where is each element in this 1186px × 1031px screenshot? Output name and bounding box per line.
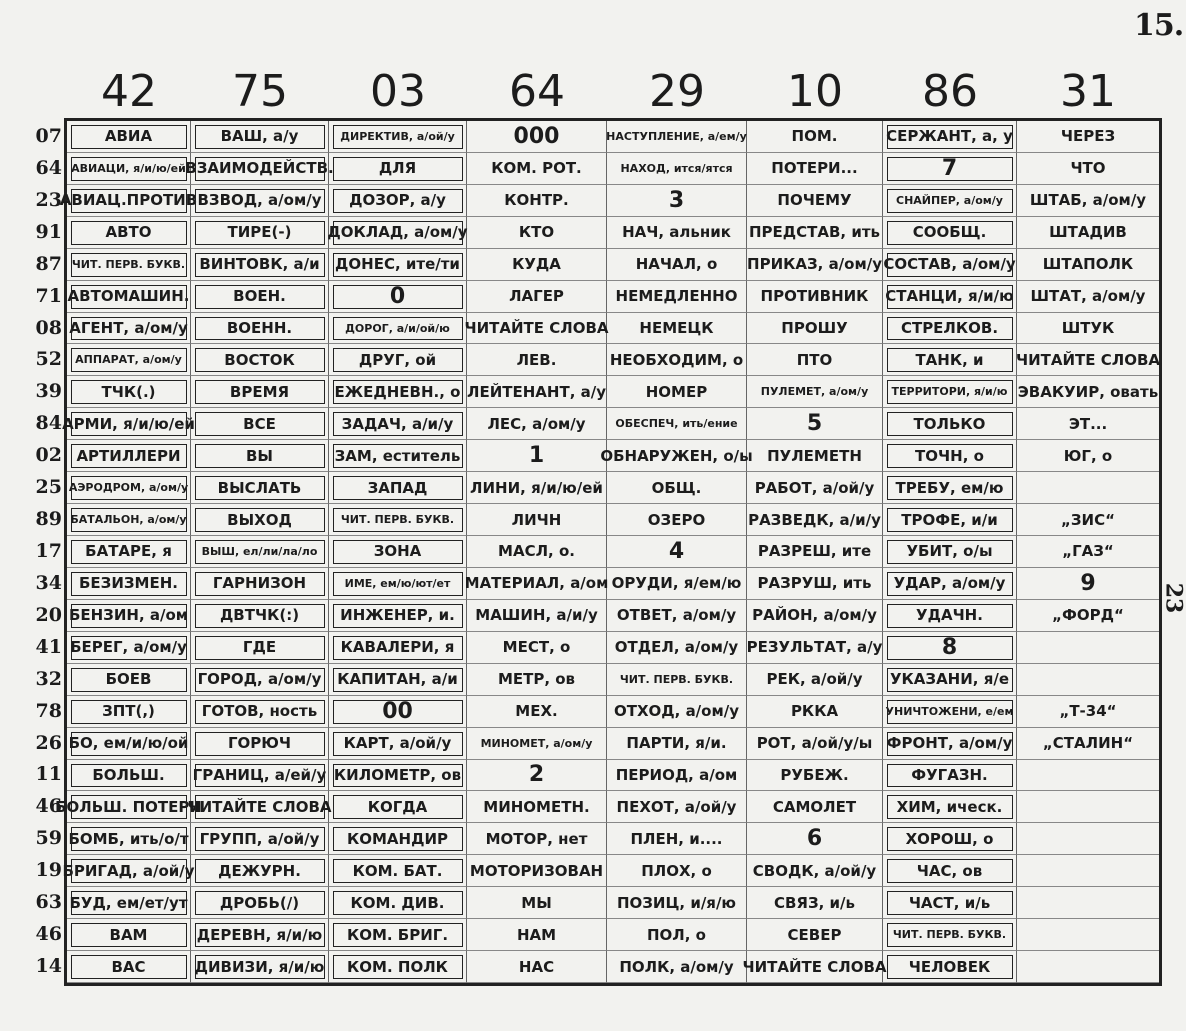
column-header: 29 [649,66,705,117]
table-cell: АВТО [67,217,191,249]
row-number: 46 [35,923,62,946]
table-cell [1017,472,1159,504]
row-number: 39 [35,380,62,403]
row-number: 89 [35,508,62,531]
table-cell: КАПИТАН, а/и [329,664,467,696]
table-cell: НЕМЕДЛЕННО [607,281,747,313]
table-cell [1017,919,1159,951]
table-cell: АВИАЦ.ПРОТИВ [67,185,191,217]
table-cell: МАТЕРИАЛ, а/ом [467,568,607,600]
table-cell: ТЕРРИТОРИ, я/и/ю [883,376,1017,408]
table-cell: ВОСТОК [191,344,329,376]
table-cell: ИНЖЕНЕР, и. [329,600,467,632]
table-cell: БУД, ем/ет/ут [67,887,191,919]
table-cell: ОЗЕРО [607,504,747,536]
table-cell: РАЗВЕДК, а/и/у [747,504,883,536]
table-cell: ПУЛЕМЕТ, а/ом/у [747,376,883,408]
table-cell: „Т-34“ [1017,696,1159,728]
table-cell: ПОЛ, о [607,919,747,951]
table-cell: ЭВАКУИР, овать [1017,376,1159,408]
table-cell: РАЗРУШ, ить [747,568,883,600]
table-cell: ПЕРИОД, а/ом [607,760,747,792]
table-cell: БО, ем/и/ю/ой [67,728,191,760]
table-cell: ПОЛК, а/ом/у [607,951,747,983]
table-cell: ПОМ. [747,121,883,153]
row-number: 87 [35,252,62,275]
column-header: 31 [1060,66,1116,117]
table-cell: ЧАС, ов [883,855,1017,887]
table-cell: ЧИТ. ПЕРВ. БУКВ. [329,504,467,536]
table-cell [1017,823,1159,855]
row-number: 11 [35,763,62,786]
table-cell: ПТО [747,344,883,376]
table-cell: 000 [467,121,607,153]
row-number: 91 [35,220,62,243]
column-header: 86 [922,66,978,117]
table-cell: МЕХ. [467,696,607,728]
table-cell: СОСТАВ, а/ом/у [883,249,1017,281]
table-cell: ЧИТАЙТЕ СЛОВА [191,791,329,823]
row-number: 63 [35,891,62,914]
table-cell: МИНОМЕТН. [467,791,607,823]
table-cell: ЗОНА [329,536,467,568]
table-cell [1017,760,1159,792]
row-number: 26 [35,731,62,754]
table-cell: АЭРОДРОМ, а/ом/у [67,472,191,504]
table-cell: СООБЩ. [883,217,1017,249]
row-number: 34 [35,571,62,594]
table-cell: БАТАЛЬОН, а/ом/у [67,504,191,536]
page-number: 15. [1134,8,1184,43]
table-cell: ХИМ, ическ. [883,791,1017,823]
table-cell: ЕЖЕДНЕВН., о [329,376,467,408]
table-cell [1017,887,1159,919]
table-cell: 8 [883,632,1017,664]
table-cell: „ЗИС“ [1017,504,1159,536]
table-cell: ЭТ... [1017,408,1159,440]
table-cell: НАЧАЛ, о [607,249,747,281]
table-cell: НАС [467,951,607,983]
table-cell: КОМ. ДИВ. [329,887,467,919]
table-cell: 5 [747,408,883,440]
table-cell: ПАРТИ, я/и. [607,728,747,760]
table-cell: ВЗАИМОДЕЙСТВ. [191,153,329,185]
table-cell: КТО [467,217,607,249]
table-cell: ОБНАРУЖЕН, о/ы [607,440,747,472]
table-cell: КОНТР. [467,185,607,217]
table-cell: КАВАЛЕРИ, я [329,632,467,664]
table-cell: ЛЕВ. [467,344,607,376]
table-cell: БОЕВ [67,664,191,696]
row-number: 02 [35,444,62,467]
table-cell: НЕМЕЦК [607,313,747,345]
table-cell: ВЫСЛАТЬ [191,472,329,504]
table-cell: ЛЕС, а/ом/у [467,408,607,440]
column-header: 75 [232,66,288,117]
table-cell: ВЫШ, ел/ли/ла/ло [191,536,329,568]
table-cell: ЗАДАЧ, а/и/у [329,408,467,440]
table-cell: МОТОР, нет [467,823,607,855]
row-number: 52 [35,348,62,371]
table-cell: „ГАЗ“ [1017,536,1159,568]
table-cell: ТЧК(.) [67,376,191,408]
table-cell: ГРАНИЦ, а/ей/у [191,760,329,792]
table-cell: ПРОШУ [747,313,883,345]
table-cell: РОТ, а/ой/у/ы [747,728,883,760]
table-cell: ЧИТ. ПЕРВ. БУКВ. [67,249,191,281]
table-cell: БРИГАД, а/ой/у [67,855,191,887]
table-cell: СЕВЕР [747,919,883,951]
table-cell: ДОРОГ, а/и/ой/ю [329,313,467,345]
table-cell: ОБЕСПЕЧ, ить/ение [607,408,747,440]
table-cell: ШТУК [1017,313,1159,345]
row-number: 14 [35,955,62,978]
table-cell: ТОЛЬКО [883,408,1017,440]
table-cell: ЧИТАЙТЕ СЛОВА [747,951,883,983]
table-cell: ГОРОД, а/ом/у [191,664,329,696]
table-cell: УБИТ, о/ы [883,536,1017,568]
table-cell: АВТОМАШИН. [67,281,191,313]
table-cell: ШТАПОЛК [1017,249,1159,281]
table-cell: КИЛОМЕТР, ов [329,760,467,792]
table-cell: 6 [747,823,883,855]
column-header: 42 [101,66,157,117]
table-cell: ПРОТИВНИК [747,281,883,313]
row-number: 46 [35,795,62,818]
table-cell: КОГДА [329,791,467,823]
table-cell: БОЛЬШ. ПОТЕРИ [67,791,191,823]
row-number: 71 [35,284,62,307]
table-cell: ЛИНИ, я/и/ю/ей [467,472,607,504]
table-cell: ОТХОД, а/ом/у [607,696,747,728]
table-cell: ДИРЕКТИВ, а/ой/у [329,121,467,153]
table-cell: ТРОФЕ, и/и [883,504,1017,536]
table-cell: „ФОРД“ [1017,600,1159,632]
table-cell: МАШИН, а/и/у [467,600,607,632]
table-cell: ПРЕДСТАВ, ить [747,217,883,249]
table-cell: ЧИТ. ПЕРВ. БУКВ. [607,664,747,696]
table-cell: ПЛЕН, и.... [607,823,747,855]
table-cell: СТРЕЛКОВ. [883,313,1017,345]
table-cell: ДЕРЕВН, я/и/ю [191,919,329,951]
codebook-table [55,118,1162,986]
table-cell: МАСЛ, о. [467,536,607,568]
table-cell: 2 [467,760,607,792]
table-cell: НАЧ, альник [607,217,747,249]
table-cell: 7 [883,153,1017,185]
table-cell: АРМИ, я/и/ю/ей [67,408,191,440]
table-cell: ГРУПП, а/ой/у [191,823,329,855]
table-cell: НЕОБХОДИМ, о [607,344,747,376]
table-cell: ЧТО [1017,153,1159,185]
table-cell: ОТДЕЛ, а/ом/у [607,632,747,664]
row-number: 64 [35,156,62,179]
column-header: 64 [509,66,565,117]
table-cell: БОМБ, ить/о/т [67,823,191,855]
table-cell: МЫ [467,887,607,919]
table-cell: ПОТЕРИ... [747,153,883,185]
table-cell: КАРТ, а/ой/у [329,728,467,760]
table-cell: КОМ. ПОЛК [329,951,467,983]
row-number: 07 [35,124,62,147]
table-cell: САМОЛЕТ [747,791,883,823]
row-number: 19 [35,859,62,882]
row-number: 41 [35,635,62,658]
table-cell [1017,664,1159,696]
table-cell: ДОКЛАД, а/ом/у [329,217,467,249]
table-cell: ВИНТОВК, а/и [191,249,329,281]
table-cell: ДИВИЗИ, я/и/ю [191,951,329,983]
table-cell: БАТАРЕ, я [67,536,191,568]
table-cell: ШТАДИВ [1017,217,1159,249]
table-cell: 0 [329,281,467,313]
table-cell: ФУГАЗН. [883,760,1017,792]
table-cell: ТИРЕ(-) [191,217,329,249]
table-cell: СВЯЗ, и/ь [747,887,883,919]
table-cell: АГЕНТ, а/ом/у [67,313,191,345]
table-cell: ВАМ [67,919,191,951]
table-cell: ЧАСТ, и/ь [883,887,1017,919]
table-cell: ВРЕМЯ [191,376,329,408]
table-cell: УДАР, а/ом/у [883,568,1017,600]
table-cell: РЕЗУЛЬТАТ, а/у [747,632,883,664]
table-cell: ПРИКАЗ, а/ом/у [747,249,883,281]
table-cell: РККА [747,696,883,728]
table-cell: ТОЧН, о [883,440,1017,472]
table-cell: ЗПТ(,) [67,696,191,728]
table-cell: ПУЛЕМЕТН [747,440,883,472]
table-cell: ДРОБЬ(/) [191,887,329,919]
table-cell: РАЙОН, а/ом/у [747,600,883,632]
table-cell: КОМАНДИР [329,823,467,855]
table-cell: БЕЗИЗМЕН. [67,568,191,600]
table-cell [1017,951,1159,983]
row-number: 84 [35,412,62,435]
table-cell: ДОЗОР, а/у [329,185,467,217]
table-cell: ВОЕН. [191,281,329,313]
table-cell [1017,791,1159,823]
table-cell: НАСТУПЛЕНИЕ, а/ем/у [607,121,747,153]
table-cell: ГАРНИЗОН [191,568,329,600]
table-cell: ГДЕ [191,632,329,664]
table-cell: АВИА [67,121,191,153]
table-cell: УНИЧТОЖЕНИ, е/ем [883,696,1017,728]
table-cell: СТАНЦИ, я/и/ю [883,281,1017,313]
row-number: 17 [35,540,62,562]
table-cell: 4 [607,536,747,568]
table-cell: ВСЕ [191,408,329,440]
table-cell: ВОЕНН. [191,313,329,345]
table-cell: ВЗВОД, а/ом/у [191,185,329,217]
table-cell: РУБЕЖ. [747,760,883,792]
table-cell: РАЗРЕШ, ите [747,536,883,568]
row-number: 08 [35,316,62,339]
table-cell: 3 [607,185,747,217]
table-cell: МИНОМЕТ, а/ом/у [467,728,607,760]
table-cell: ЗАПАД [329,472,467,504]
table-cell: ОРУДИ, я/ем/ю [607,568,747,600]
table-cell: ЛЕЙТЕНАНТ, а/у [467,376,607,408]
table-cell: ЮГ, о [1017,440,1159,472]
table-cell: РЕК, а/ой/у [747,664,883,696]
table-cell: ВЫХОД [191,504,329,536]
table-cell: 1 [467,440,607,472]
table-cell: АППАРАТ, а/ом/у [67,344,191,376]
table-cell: ВЫ [191,440,329,472]
row-number: 59 [35,827,62,850]
table-cell: 00 [329,696,467,728]
table-cell: УДАЧН. [883,600,1017,632]
table-cell: БЕРЕГ, а/ом/у [67,632,191,664]
row-number: 23 [35,188,62,211]
table-cell: КОМ. РОТ. [467,153,607,185]
table-cell: БОЛЬШ. [67,760,191,792]
table-cell: ГОТОВ, ность [191,696,329,728]
table-cell: НАМ [467,919,607,951]
table-cell: КОМ. БАТ. [329,855,467,887]
table-cell: ЧЕРЕЗ [1017,121,1159,153]
table-cell: ХОРОШ, о [883,823,1017,855]
table-cell: ЧИТ. ПЕРВ. БУКВ. [883,919,1017,951]
table-cell: ПЛОХ, о [607,855,747,887]
table-cell: КОМ. БРИГ. [329,919,467,951]
table-cell: ДЛЯ [329,153,467,185]
table-cell: 9 [1017,568,1159,600]
row-number: 25 [35,476,62,499]
table-cell: АВИАЦИ, я/и/ю/ей [67,153,191,185]
table-cell: ЛАГЕР [467,281,607,313]
table-cell: УКАЗАНИ, я/е [883,664,1017,696]
table-cell: ИМЕ, ем/ю/ют/ет [329,568,467,600]
table-cell: МОТОРИЗОВАН [467,855,607,887]
table-cell: ПЕХОТ, а/ой/у [607,791,747,823]
table-cell: СЕРЖАНТ, а, у [883,121,1017,153]
table-cell: ДЕЖУРН. [191,855,329,887]
table-cell: ЧЕЛОВЕК [883,951,1017,983]
table-cell [1017,632,1159,664]
table-cell: „СТАЛИН“ [1017,728,1159,760]
table-cell: ШТАБ, а/ом/у [1017,185,1159,217]
table-cell: ДОНЕС, ите/ти [329,249,467,281]
table-cell: ТАНК, и [883,344,1017,376]
table-cell: РАБОТ, а/ой/у [747,472,883,504]
table-cell: ШТАТ, а/ом/у [1017,281,1159,313]
table-cell: ТРЕБУ, ем/ю [883,472,1017,504]
table-cell: ЧИТАЙТЕ СЛОВА [467,313,607,345]
row-number: 32 [35,667,62,690]
column-header: 03 [370,66,426,117]
table-cell: БЕНЗИН, а/ом [67,600,191,632]
table-cell: МЕСТ, о [467,632,607,664]
table-cell: СНАЙПЕР, а/ом/у [883,185,1017,217]
table-cell: АРТИЛЛЕРИ [67,440,191,472]
side-mark: 23 [1160,582,1186,614]
table-cell: ОТВЕТ, а/ом/у [607,600,747,632]
table-cell: НОМЕР [607,376,747,408]
table-cell: ЗАМ, еститель [329,440,467,472]
table-cell: ВАС [67,951,191,983]
table-cell: ГОРЮЧ [191,728,329,760]
row-number: 78 [35,699,62,722]
table-cell: ЛИЧН [467,504,607,536]
column-header: 10 [787,66,843,117]
row-number: 20 [35,603,62,626]
table-cell: ДРУГ, ой [329,344,467,376]
table-cell: СВОДК, а/ой/у [747,855,883,887]
table-cell [1017,855,1159,887]
table-cell: ВАШ, а/у [191,121,329,153]
table-cell: КУДА [467,249,607,281]
table-cell: ФРОНТ, а/ом/у [883,728,1017,760]
table-cell: ПОЧЕМУ [747,185,883,217]
table-cell: НАХОД, ится/ятся [607,153,747,185]
table-cell: МЕТР, ов [467,664,607,696]
table-cell: ПОЗИЦ, и/я/ю [607,887,747,919]
table-cell: ДВТЧК(:) [191,600,329,632]
table-cell: ЧИТАЙТЕ СЛОВА [1017,344,1159,376]
table-cell: ОБЩ. [607,472,747,504]
